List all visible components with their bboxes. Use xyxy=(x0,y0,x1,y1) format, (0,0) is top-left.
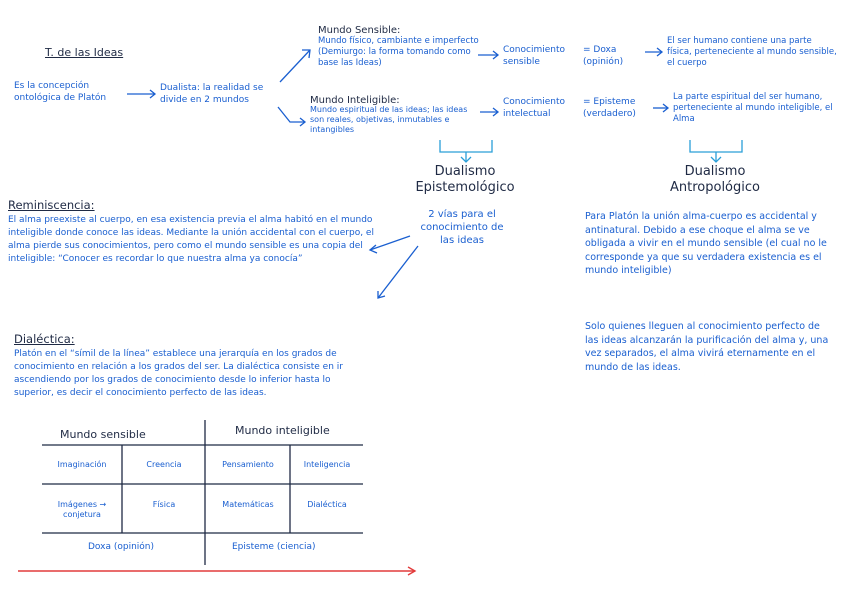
table-header-sensible: Mundo sensible xyxy=(60,428,146,441)
dialectica-text: Platón en el “símil de la línea” establece una jerarquía en los grados de conocimiento en relación a los grados del ser. La dialéctica consiste en ir ascendiendo por los grados de conocimiento desde lo inferior hasta lo superior, es decir el conocimiento perfecto de las ideas. xyxy=(14,349,343,398)
mundo-sensible-desc: Mundo físico, cambiante e imperfecto (Demiurgo: la forma tomando como base las Ideas) xyxy=(318,36,479,68)
table-header-inteligible: Mundo inteligible xyxy=(235,424,330,437)
dialectica xyxy=(14,320,369,400)
arrow-sensible xyxy=(280,50,310,82)
ser-inteligible: La parte espiritual del ser humano, perteneciente al mundo inteligible, el Alma xyxy=(673,92,833,124)
mundo-sensible-label: Mundo Sensible: xyxy=(318,25,401,36)
episteme: = Episteme (verdadero) xyxy=(583,97,636,119)
reminiscencia-text: El alma preexiste al cuerpo, en esa existencia previa el alma habitó en el mundo inteligible donde conoce las ideas. Mediante la unión accidental con el cuerpo, el alma pierde sus conocimientos, pero como el mundo sensible es una copia del inteligible: “Conocer es recordar lo que nuestra alma ya conocía” xyxy=(8,215,374,264)
dualismo-antropologico: Dualismo Antropológico xyxy=(670,164,760,195)
mundo-inteligible-label: Mundo Inteligible: xyxy=(310,95,400,106)
cell-fisica: Física xyxy=(152,500,176,509)
brace-antropologico xyxy=(690,140,742,162)
title: T. de las Ideas xyxy=(45,46,124,59)
doxa: = Doxa (opinión) xyxy=(583,45,624,67)
antropologico-text-1: Para Platón la unión alma-cuerpo es accidental y antinatural. Debido a ese choque el alma se ve obligada a vivir en el mundo sensible (el cual no le corresponde ya que su verdadera existencia es el mundo inteligible) xyxy=(585,211,827,276)
reminiscencia-label: Reminiscencia: xyxy=(8,198,95,212)
intro: Es la concepción ontológica de Platón xyxy=(14,81,107,103)
cell-imaginacion: Imaginación xyxy=(57,460,107,469)
table-footer-doxa: Doxa (opinión) xyxy=(88,542,155,552)
antropologico-text-2: Solo quienes lleguen al conocimiento perfecto de las ideas alcanzarán la purificación del alma y, una vez separados, el alma vivirá eternamente en el mundo de las ideas. xyxy=(585,321,829,373)
reminiscencia xyxy=(8,186,388,266)
cell-inteligencia: Inteligencia xyxy=(303,460,351,469)
arrow-inteligible xyxy=(278,107,305,122)
table-footer-episteme: Episteme (ciencia) xyxy=(232,542,316,552)
mundo-inteligible-desc: Mundo espiritual de las ideas; las ideas son reales, objetivas, inmutables e intangibles xyxy=(310,105,468,134)
ser-sensible: El ser humano contiene una parte física, perteneciente al mundo sensible, el cuerpo xyxy=(667,36,837,68)
dualismo: Dualista: la realidad se divide en 2 mundos xyxy=(160,83,264,105)
dos-vias: 2 vías para el conocimiento de las ideas xyxy=(420,209,504,246)
dualismo-epistemologico: Dualismo Epistemológico xyxy=(415,164,515,195)
conocimiento-sensible: Conocimiento sensible xyxy=(503,45,565,67)
cell-dialectica: Dialéctica xyxy=(307,500,347,509)
cell-pensamiento: Pensamiento xyxy=(222,460,274,469)
cell-creencia: Creencia xyxy=(146,460,182,469)
cell-matematicas: Matemáticas xyxy=(222,500,274,509)
dialectica-label: Dialéctica: xyxy=(14,332,75,346)
conocimiento-intelectual: Conocimiento intelectual xyxy=(503,97,565,119)
cell-imagenes: Imágenes → conjetura xyxy=(57,500,107,519)
brace-epistemologico xyxy=(440,140,492,162)
